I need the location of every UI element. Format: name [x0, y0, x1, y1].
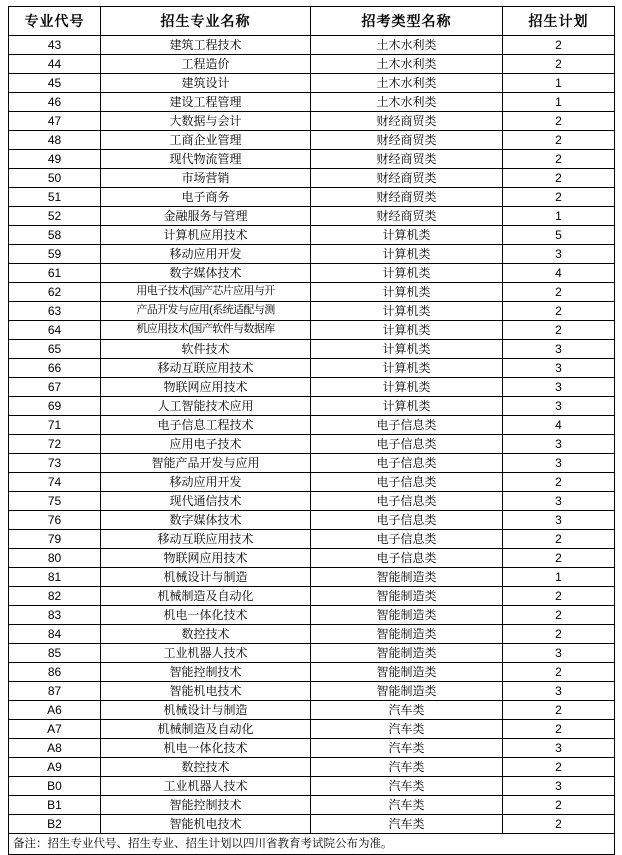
cell-major-code: 74 [9, 473, 101, 492]
cell-enrollment-plan: 3 [503, 378, 615, 397]
table-row [9, 682, 615, 701]
cell-exam-type: 智能制造类 [311, 625, 503, 644]
table-row [9, 397, 615, 416]
cell-enrollment-plan: 2 [503, 587, 615, 606]
cell-exam-type: 财经商贸类 [311, 131, 503, 150]
cell-exam-type: 汽车类 [311, 796, 503, 815]
cell-major-code: 50 [9, 169, 101, 188]
cell-exam-type: 土木水利类 [311, 55, 503, 74]
table-row [9, 74, 615, 93]
table-row [9, 340, 615, 359]
cell-enrollment-plan: 4 [503, 264, 615, 283]
table-row [9, 435, 615, 454]
cell-major-name: 金融服务与管理 [101, 207, 311, 226]
cell-enrollment-plan: 2 [503, 150, 615, 169]
cell-major-name: 数控技术 [101, 625, 311, 644]
cell-enrollment-plan: 1 [503, 207, 615, 226]
cell-exam-type: 汽车类 [311, 739, 503, 758]
cell-enrollment-plan: 2 [503, 473, 615, 492]
cell-major-name: 移动互联应用技术 [101, 530, 311, 549]
cell-enrollment-plan: 1 [503, 93, 615, 112]
table-footer [9, 834, 615, 855]
column-header-exam-type: 招考类型名称 [311, 7, 503, 36]
cell-major-code: B0 [9, 777, 101, 796]
cell-exam-type: 计算机类 [311, 340, 503, 359]
cell-enrollment-plan: 3 [503, 492, 615, 511]
cell-enrollment-plan: 2 [503, 36, 615, 55]
cell-major-name: 软件技术 [101, 340, 311, 359]
table-row [9, 264, 615, 283]
cell-major-code: 65 [9, 340, 101, 359]
cell-enrollment-plan: 3 [503, 777, 615, 796]
cell-major-code: 62 [9, 283, 101, 302]
cell-major-code: A7 [9, 720, 101, 739]
table-row [9, 169, 615, 188]
cell-exam-type: 计算机类 [311, 245, 503, 264]
cell-major-code: 66 [9, 359, 101, 378]
cell-major-code: 48 [9, 131, 101, 150]
cell-major-code: 79 [9, 530, 101, 549]
cell-enrollment-plan: 2 [503, 188, 615, 207]
cell-major-code: 81 [9, 568, 101, 587]
table-row [9, 454, 615, 473]
cell-major-name: 现代通信技术 [101, 492, 311, 511]
cell-exam-type: 智能制造类 [311, 682, 503, 701]
cell-enrollment-plan: 3 [503, 454, 615, 473]
cell-major-code: B1 [9, 796, 101, 815]
cell-enrollment-plan: 2 [503, 112, 615, 131]
cell-major-name: 建设工程管理 [101, 93, 311, 112]
cell-enrollment-plan: 2 [503, 283, 615, 302]
cell-enrollment-plan: 2 [503, 758, 615, 777]
cell-exam-type: 计算机类 [311, 302, 503, 321]
table-row [9, 131, 615, 150]
cell-major-code: A8 [9, 739, 101, 758]
cell-major-code: 82 [9, 587, 101, 606]
cell-major-code: 43 [9, 36, 101, 55]
table-row [9, 188, 615, 207]
cell-exam-type: 电子信息类 [311, 492, 503, 511]
cell-enrollment-plan: 3 [503, 644, 615, 663]
cell-major-code: 71 [9, 416, 101, 435]
cell-major-name: 建筑设计 [101, 74, 311, 93]
cell-major-name: 工业机器人技术 [101, 644, 311, 663]
cell-enrollment-plan: 2 [503, 815, 615, 834]
cell-exam-type: 财经商贸类 [311, 188, 503, 207]
cell-major-name: 移动应用开发 [101, 473, 311, 492]
cell-major-code: 67 [9, 378, 101, 397]
table-row [9, 568, 615, 587]
table-row [9, 511, 615, 530]
cell-major-name: 工商企业管理 [101, 131, 311, 150]
cell-major-code: 52 [9, 207, 101, 226]
cell-exam-type: 智能制造类 [311, 644, 503, 663]
cell-major-name: 机电一体化技术 [101, 606, 311, 625]
cell-major-code: 73 [9, 454, 101, 473]
cell-exam-type: 电子信息类 [311, 549, 503, 568]
table-row [9, 530, 615, 549]
cell-exam-type: 财经商贸类 [311, 169, 503, 188]
cell-enrollment-plan: 2 [503, 796, 615, 815]
cell-enrollment-plan: 3 [503, 245, 615, 264]
column-header-major-code: 专业代号 [9, 7, 101, 36]
cell-enrollment-plan: 2 [503, 625, 615, 644]
table-row [9, 150, 615, 169]
cell-exam-type: 土木水利类 [311, 36, 503, 55]
cell-major-code: 58 [9, 226, 101, 245]
table-row [9, 625, 615, 644]
cell-exam-type: 汽车类 [311, 777, 503, 796]
cell-major-name: 大数据与会计 [101, 112, 311, 131]
cell-major-name: 建筑工程技术 [101, 36, 311, 55]
table-body [9, 36, 615, 834]
cell-major-code: 44 [9, 55, 101, 74]
table-row [9, 245, 615, 264]
table-row [9, 701, 615, 720]
cell-major-name: 数字媒体技术 [101, 264, 311, 283]
cell-major-name: 机械制造及自动化 [101, 587, 311, 606]
cell-major-code: 76 [9, 511, 101, 530]
cell-exam-type: 土木水利类 [311, 74, 503, 93]
cell-exam-type: 计算机类 [311, 397, 503, 416]
cell-enrollment-plan: 2 [503, 302, 615, 321]
cell-major-name: 计算机应用技术 [101, 226, 311, 245]
table-row [9, 36, 615, 55]
table-row [9, 549, 615, 568]
table-row [9, 720, 615, 739]
cell-enrollment-plan: 2 [503, 701, 615, 720]
cell-exam-type: 智能制造类 [311, 606, 503, 625]
cell-major-name: 物联网应用技术 [101, 378, 311, 397]
cell-enrollment-plan: 1 [503, 74, 615, 93]
cell-major-name: 机应用技术(国产软件与数据库 [101, 321, 311, 340]
table-row [9, 55, 615, 74]
cell-major-code: 59 [9, 245, 101, 264]
table-header [9, 7, 615, 36]
cell-exam-type: 计算机类 [311, 321, 503, 340]
cell-major-name: 现代物流管理 [101, 150, 311, 169]
cell-major-code: 85 [9, 644, 101, 663]
table-row [9, 777, 615, 796]
cell-major-name: 智能机电技术 [101, 682, 311, 701]
cell-major-code: 64 [9, 321, 101, 340]
cell-exam-type: 电子信息类 [311, 454, 503, 473]
cell-exam-type: 电子信息类 [311, 435, 503, 454]
cell-enrollment-plan: 2 [503, 169, 615, 188]
cell-major-name: 工程造价 [101, 55, 311, 74]
cell-major-name: 物联网应用技术 [101, 549, 311, 568]
table-row [9, 492, 615, 511]
cell-enrollment-plan: 3 [503, 340, 615, 359]
table-row [9, 321, 615, 340]
cell-major-code: 61 [9, 264, 101, 283]
cell-exam-type: 汽车类 [311, 815, 503, 834]
cell-exam-type: 汽车类 [311, 701, 503, 720]
cell-enrollment-plan: 3 [503, 739, 615, 758]
table-row [9, 378, 615, 397]
table-row [9, 587, 615, 606]
cell-major-code: 84 [9, 625, 101, 644]
cell-major-code: 72 [9, 435, 101, 454]
cell-major-name: 机电一体化技术 [101, 739, 311, 758]
cell-major-name: 电子信息工程技术 [101, 416, 311, 435]
cell-major-code: 45 [9, 74, 101, 93]
cell-major-name: 电子商务 [101, 188, 311, 207]
cell-exam-type: 电子信息类 [311, 511, 503, 530]
cell-enrollment-plan: 2 [503, 720, 615, 739]
cell-major-name: 市场营销 [101, 169, 311, 188]
table-row [9, 416, 615, 435]
cell-major-code: 46 [9, 93, 101, 112]
cell-major-code: B2 [9, 815, 101, 834]
cell-enrollment-plan: 3 [503, 682, 615, 701]
cell-enrollment-plan: 2 [503, 549, 615, 568]
table-row [9, 606, 615, 625]
cell-major-name: 数字媒体技术 [101, 511, 311, 530]
cell-major-name: 移动互联应用技术 [101, 359, 311, 378]
cell-enrollment-plan: 5 [503, 226, 615, 245]
cell-exam-type: 财经商贸类 [311, 150, 503, 169]
table-row [9, 112, 615, 131]
cell-major-code: 80 [9, 549, 101, 568]
table-row [9, 473, 615, 492]
cell-major-name: 数控技术 [101, 758, 311, 777]
cell-enrollment-plan: 3 [503, 435, 615, 454]
table-row [9, 758, 615, 777]
cell-exam-type: 电子信息类 [311, 473, 503, 492]
cell-major-code: 51 [9, 188, 101, 207]
table-row [9, 207, 615, 226]
table-row [9, 663, 615, 682]
cell-enrollment-plan: 2 [503, 321, 615, 340]
table-row [9, 796, 615, 815]
cell-exam-type: 智能制造类 [311, 587, 503, 606]
cell-major-code: 75 [9, 492, 101, 511]
cell-major-code: 86 [9, 663, 101, 682]
cell-major-code: 69 [9, 397, 101, 416]
cell-major-name: 智能机电技术 [101, 815, 311, 834]
table-note: 备注：招生专业代号、招生专业、招生计划以四川省教育考试院公布为准。 [9, 834, 615, 855]
cell-enrollment-plan: 3 [503, 359, 615, 378]
table-row [9, 93, 615, 112]
table-row [9, 644, 615, 663]
cell-exam-type: 汽车类 [311, 720, 503, 739]
table-note-row [9, 834, 615, 855]
cell-major-code: 83 [9, 606, 101, 625]
table-row [9, 226, 615, 245]
cell-enrollment-plan: 1 [503, 568, 615, 587]
table-row [9, 283, 615, 302]
cell-major-name: 应用电子技术 [101, 435, 311, 454]
cell-exam-type: 计算机类 [311, 264, 503, 283]
cell-enrollment-plan: 2 [503, 131, 615, 150]
cell-major-name: 产品开发与应用(系统适配与测 [101, 302, 311, 321]
table-row [9, 359, 615, 378]
cell-enrollment-plan: 3 [503, 511, 615, 530]
cell-major-name: 机械设计与制造 [101, 701, 311, 720]
table-row [9, 815, 615, 834]
cell-major-code: 63 [9, 302, 101, 321]
cell-enrollment-plan: 3 [503, 397, 615, 416]
cell-exam-type: 计算机类 [311, 226, 503, 245]
cell-exam-type: 财经商贸类 [311, 207, 503, 226]
cell-major-code: 49 [9, 150, 101, 169]
cell-major-name: 智能控制技术 [101, 796, 311, 815]
cell-exam-type: 电子信息类 [311, 416, 503, 435]
cell-exam-type: 计算机类 [311, 283, 503, 302]
document-sheet [8, 0, 614, 855]
cell-enrollment-plan: 2 [503, 55, 615, 74]
enrollment-plan-table [8, 6, 615, 855]
cell-major-code: A6 [9, 701, 101, 720]
cell-major-name: 移动应用开发 [101, 245, 311, 264]
cell-major-name: 用电子技术(国产芯片应用与开 [101, 283, 311, 302]
cell-enrollment-plan: 2 [503, 606, 615, 625]
cell-exam-type: 计算机类 [311, 378, 503, 397]
cell-exam-type: 电子信息类 [311, 530, 503, 549]
column-header-enrollment-plan: 招生计划 [503, 7, 615, 36]
cell-major-code: 87 [9, 682, 101, 701]
cell-major-name: 机械设计与制造 [101, 568, 311, 587]
cell-exam-type: 财经商贸类 [311, 112, 503, 131]
table-row [9, 739, 615, 758]
cell-enrollment-plan: 4 [503, 416, 615, 435]
cell-enrollment-plan: 2 [503, 663, 615, 682]
cell-exam-type: 智能制造类 [311, 663, 503, 682]
column-header-major-name: 招生专业名称 [101, 7, 311, 36]
cell-major-name: 人工智能技术应用 [101, 397, 311, 416]
cell-major-name: 工业机器人技术 [101, 777, 311, 796]
cell-exam-type: 计算机类 [311, 359, 503, 378]
cell-exam-type: 智能制造类 [311, 568, 503, 587]
cell-enrollment-plan: 2 [503, 530, 615, 549]
cell-major-name: 智能控制技术 [101, 663, 311, 682]
cell-major-code: A9 [9, 758, 101, 777]
cell-exam-type: 土木水利类 [311, 93, 503, 112]
cell-major-name: 机械制造及自动化 [101, 720, 311, 739]
table-row [9, 302, 615, 321]
cell-major-code: 47 [9, 112, 101, 131]
cell-major-name: 智能产品开发与应用 [101, 454, 311, 473]
table-header-row [9, 7, 615, 36]
cell-exam-type: 汽车类 [311, 758, 503, 777]
